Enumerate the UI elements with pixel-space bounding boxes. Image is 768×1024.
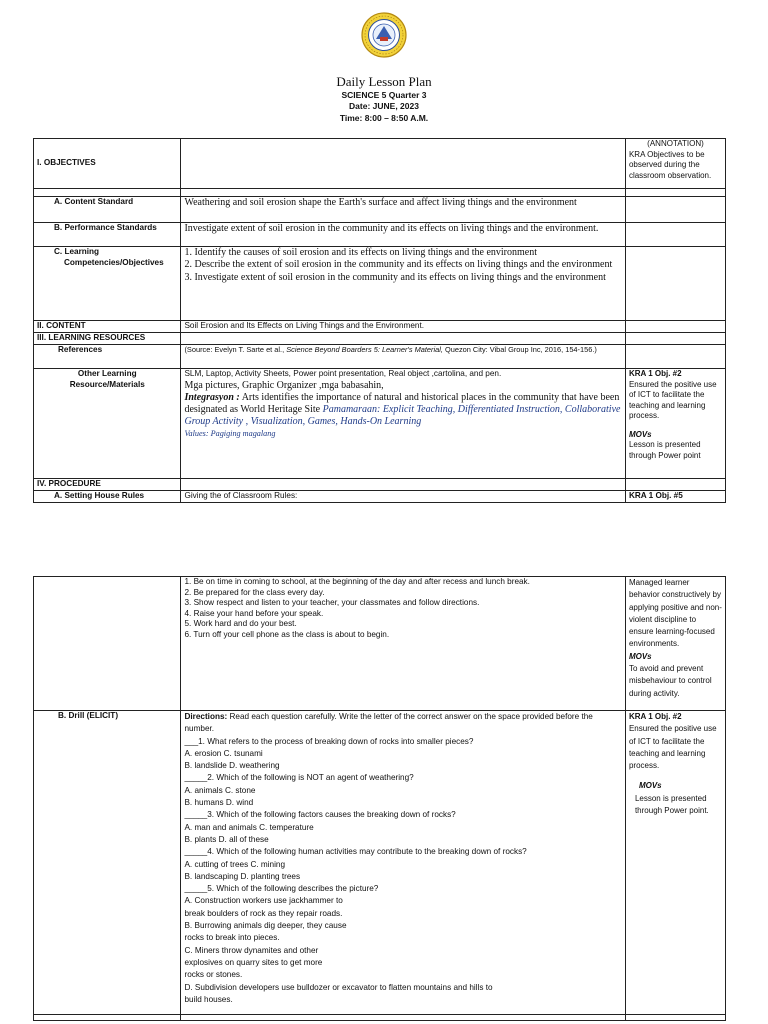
time-line: Time: 8:00 – 8:50 A.M. <box>339 113 429 123</box>
kra-obj5: KRA 1 Obj. #5 <box>625 491 725 503</box>
table-row <box>34 577 726 711</box>
house-rules-label: A. Setting House Rules <box>34 491 181 503</box>
procedure-label: IV. PROCEDURE <box>34 479 181 491</box>
content-label: II. CONTENT <box>34 321 181 333</box>
lesson-plan-table-1 <box>33 138 726 503</box>
question-line: explosives on quarry sites to get more <box>184 957 323 967</box>
objectives-label: I. OBJECTIVES <box>34 139 181 189</box>
question-line: A. animals C. stone <box>184 785 256 795</box>
question-line: B. Burrowing animals dig deeper, they cause <box>184 921 347 931</box>
list-item: 5. Work hard and do your best. <box>184 619 297 628</box>
table-row <box>34 479 726 491</box>
question-line: ___1. What refers to the process of breaking down of rocks into smaller pieces? <box>184 736 474 746</box>
lesson-plan-title: Daily Lesson Plan <box>336 74 432 89</box>
other-resources-label: Other Learning Resource/Materials <box>34 369 181 479</box>
subject-line: SCIENCE 5 Quarter 3 <box>341 90 427 100</box>
table-row <box>34 333 726 345</box>
table-row <box>34 345 726 369</box>
question-line: rocks to break into pieces. <box>184 933 280 943</box>
question-line: break boulders of rock as they repair roads. <box>184 908 343 918</box>
table-row <box>34 491 726 503</box>
list-item: 4. Raise your hand before your speak. <box>184 608 324 618</box>
question-line: _____3. Which of the following factors causes the breaking down of rocks? <box>184 810 456 820</box>
question-line: B. landscaping D. planting trees <box>184 871 301 881</box>
page-2 <box>0 572 768 1024</box>
content-text: Soil Erosion and Its Effects on Living Things and the Environment. <box>181 321 625 333</box>
question-line: B. landslide D. weathering <box>184 761 280 771</box>
date-line: Date: JUNE, 2023 <box>349 101 419 111</box>
question-line: _____5. Which of the following describes the picture? <box>184 884 379 894</box>
kra-objectives-note: KRA Objectives to be observed during the classroom observation. <box>628 149 712 180</box>
question-line: C. Miners throw dynamites and other <box>184 945 319 955</box>
question-line: B. plants D. all of these <box>184 834 269 844</box>
competencies-list <box>181 247 625 321</box>
list-item: 1. Be on time in coming to school, at the beginning of the day and after recess and lunch break. <box>184 577 530 586</box>
list-item: 1. Identify the causes of soil erosion and its effects on living things and the environment <box>184 247 537 258</box>
question-line: A. Construction workers use jackhammer to <box>184 896 343 906</box>
other-resources-text: SLM, Laptop, Activity Sheets, Power point presentation, Real object ,cartolina, and pen. Mga pictures, Graphic Organizer ,mga babasahin, Integrasyon : Arts identifies the importance of natural and historical places in the community that have been designated as World Heritage Site Pamamaraan: Explicit Teaching, Differentiated Instruction, Collaborative Group Activity , Visualization, Games, Hands-On Learning Values: Pagiging magalang <box>181 369 625 479</box>
question-line: _____4. Which of the following human activities may contribute to the breaking down of rocks? <box>184 847 527 857</box>
list-item: 3. Show respect and listen to your teacher, your classmates and follow directions. <box>184 598 480 607</box>
page-break <box>0 530 768 572</box>
house-rules-text: Giving the of Classroom Rules: <box>181 491 625 503</box>
references-text: (Source: Evelyn T. Sarte et al., Science Beyond Boarders 5: Learner's Material, Quezon City: Vibal Group Inc, 2016, 154-156.) <box>181 345 625 369</box>
table-row <box>34 247 726 321</box>
drill-annotation: KRA 1 Obj. #2 Ensured the positive use of ICT to facilitate the teaching and learning process. MOVs Lesson is presented through Power point. <box>625 711 725 1015</box>
annotation-heading: (ANNOTATION) <box>647 139 704 148</box>
table-row <box>34 1015 726 1021</box>
list-item: 2. Describe the extent of soil erosion in the community and its effects on living things and the environment <box>184 259 613 271</box>
table-row <box>34 189 726 197</box>
kra-annotation-cell: KRA 1 Obj. #2 Ensured the positive use of ICT to facilitate the teaching and learning process. MOVs Lesson is presented through Power point <box>625 369 725 479</box>
classroom-rules-list <box>181 577 625 711</box>
question-line: B. humans D. wind <box>184 798 254 808</box>
managed-behavior-annotation: Managed learner behavior constructively by applying positive and non-violent discipline to ensure learning-focused environments. MOVs To avoid and prevent misbehaviour to control during activity. <box>625 577 725 711</box>
performance-standards-text: Investigate extent of soil erosion in the community and its effects on living things and the environment. <box>181 223 625 247</box>
question-line: A. man and animals C. temperature <box>184 822 314 832</box>
drill-label: B. Drill (ELICIT) <box>34 711 181 1015</box>
question-line: A. cutting of trees C. mining <box>184 859 286 869</box>
content-standard-label: A. Content Standard <box>34 197 181 223</box>
list-item: 6. Turn off your cell phone as the class is about to begin. <box>184 629 390 639</box>
table-row <box>34 321 726 333</box>
list-item: 3. Investigate extent of soil erosion in the community and its effects on living things and the environment <box>184 271 606 283</box>
question-line: build houses. <box>184 994 233 1004</box>
annotation-cell <box>625 139 725 189</box>
lesson-plan-table-2 <box>33 576 726 1021</box>
table-row <box>34 197 726 223</box>
competencies-label: C. Learning Competencies/Objectives <box>34 247 181 321</box>
table-row <box>34 711 726 1015</box>
learning-resources-label: III. LEARNING RESOURCES <box>34 333 181 345</box>
table-row <box>34 139 726 189</box>
question-line: _____2. Which of the following is NOT an agent of weathering? <box>184 773 414 783</box>
question-line: A. erosion C. tsunami <box>184 748 263 758</box>
question-line: rocks or stones. <box>184 970 243 980</box>
content-standard-text: Weathering and soil erosion shape the Earth's surface and affect living things and the environment <box>181 197 625 223</box>
references-label: References <box>34 345 181 369</box>
table-row <box>34 223 726 247</box>
question-line: D. Subdivision developers use bulldozer or excavator to flatten mountains and hills to <box>184 982 493 992</box>
drill-questions: Directions: Read each question carefully. Write the letter of the correct answer on the space provided before the number. ___1. What refers to the process of breaking down of rocks into smaller pieces? A. erosion C. tsunami B. landslide D. weathering _____2. Which of the following is NOT an agent of weathering? A. animals C. stone B. humans D. wind _____3. Which of the following factors causes the breaking down of rocks? A. man and animals C. temperature B. plants D. all of these _____4. Which of the following human activities may contribute to the breaking down of rocks? A. cutting of trees C. mining B. landscaping D. planting trees _____5. Which of the following describes the picture? A. Construction workers use jackhammer to break boulders of rock as they repair roads. B. Burrowing animals dig deeper, they cause rocks to break into pieces. C. Miners throw dynamites and other explosives on quarry sites to get more rocks or stones. D. Subdivision developers use bulldozer or excavator to flatten mountains and hills to build houses. <box>181 711 625 1015</box>
school-seal-logo <box>361 12 407 58</box>
performance-standards-label: B. Performance Standards <box>34 223 181 247</box>
table-row <box>34 369 726 479</box>
list-item: 2. Be prepared for the class every day. <box>184 587 325 597</box>
